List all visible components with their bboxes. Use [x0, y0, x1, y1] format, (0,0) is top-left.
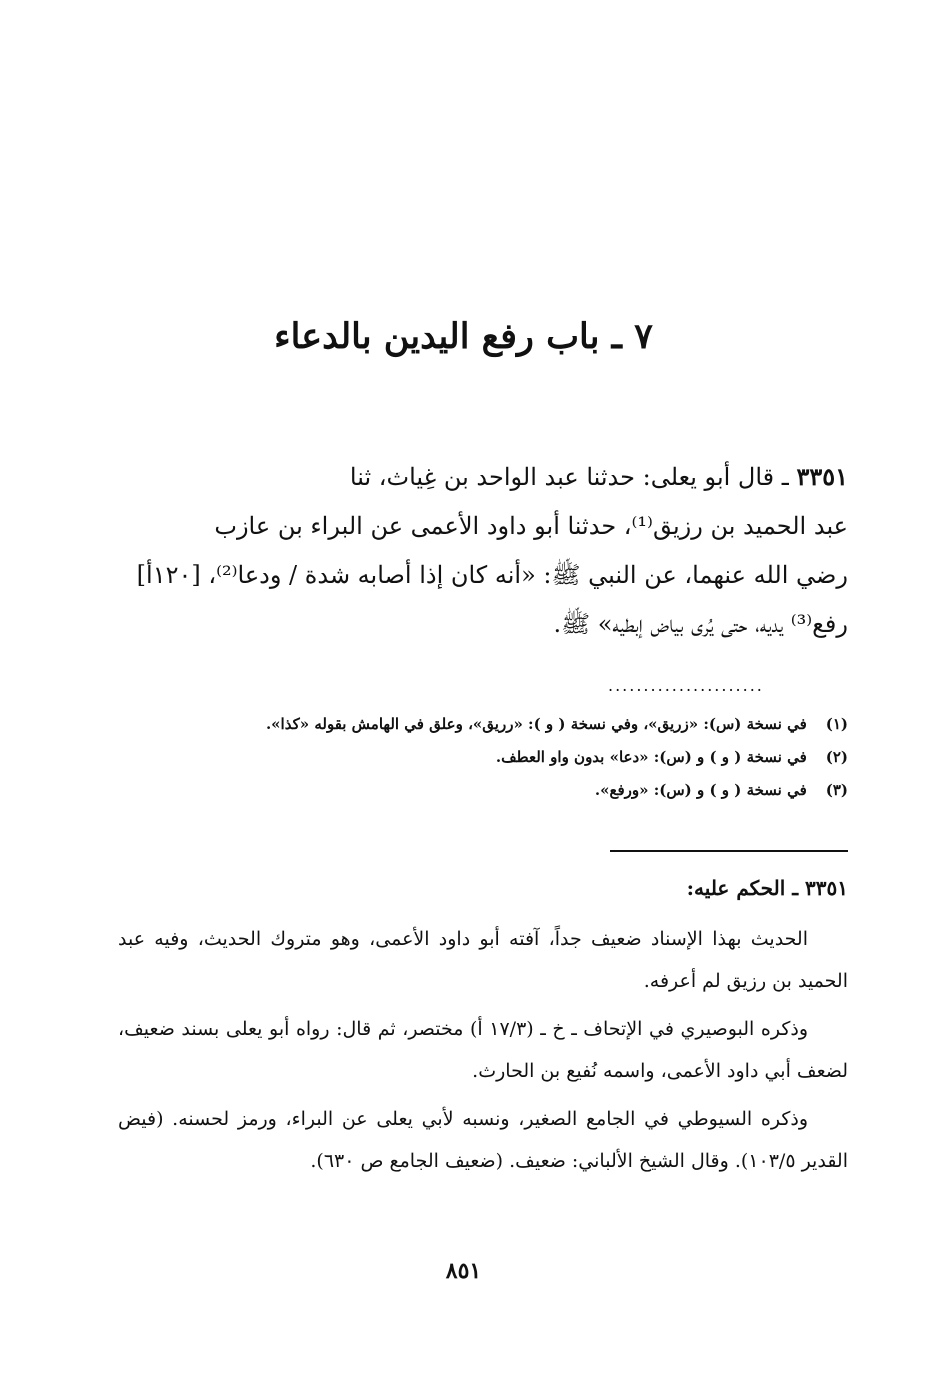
- hadith-number: ٣٣٥١: [796, 462, 848, 491]
- ruling-paragraph-1: [118, 918, 848, 1002]
- hadith-line-4: رفع⁽³⁾ يديه، حتى يُرى بياض إبطيه» ﷺ.: [553, 610, 848, 638]
- hadith-text: [68, 452, 848, 649]
- footnote-text: في نسخة ( و ) و (س): «دعا» بدون واو العطف.: [495, 748, 807, 766]
- footnote-3: [180, 774, 848, 807]
- footnote-separator: ......................: [608, 676, 764, 695]
- ruling-paragraph-text: الحديث بهذا الإسناد ضعيف جداً، آفته أبو داود الأعمى، وهو متروك الحديث، وفيه عبد الحميد بن رزيق لم أعرفه.: [118, 928, 848, 992]
- footnote-number: (١): [825, 715, 848, 733]
- footnote-2: [180, 741, 848, 774]
- chapter-title: ٧ ـ باب رفع اليدين بالدعاء: [274, 316, 653, 357]
- footnote-number: (٢): [825, 748, 848, 766]
- ruling-heading: ٣٣٥١ ـ الحكم عليه:: [686, 876, 848, 900]
- footnote-text: في نسخة ( و ) و (س): «ورفع».: [594, 781, 807, 799]
- hadith-line-1: [68, 452, 848, 502]
- footnote-text: في نسخة (س): «زريق»، وفي نسخة ( و ): «رريق»، وعلق في الهامش بقوله «كذا».: [265, 715, 807, 733]
- hadith-line-3: رضي الله عنهما، عن النبي ﷺ: «أنه كان إذا أصابه شدة / ودعا⁽²⁾، [١٢٠أ]: [136, 561, 848, 589]
- page-number: ٨٥١: [445, 1258, 482, 1284]
- ruling-paragraph-2: [118, 1008, 848, 1092]
- section-divider: [610, 850, 848, 852]
- hadith-line-2: عبد الحميد بن رزيق⁽¹⁾، حدثنا أبو داود الأعمى عن البراء بن عازب: [214, 512, 848, 540]
- ruling-paragraph-text: وذكره البوصيري في الإتحاف ـ خ ـ (١٧/٣ أ) مختصر، ثم قال: رواه أبو يعلى بسند ضعيف، لضعف أبي داود الأعمى، واسمه نُفيع بن الحارث.: [118, 1018, 848, 1082]
- footnotes: [180, 708, 848, 807]
- footnote-number: (٣): [825, 781, 848, 799]
- ruling-paragraph-3: [118, 1098, 848, 1182]
- ruling-body: [118, 918, 848, 1188]
- footnote-1: [180, 708, 848, 741]
- ruling-paragraph-text: وذكره السيوطي في الجامع الصغير، ونسبه لأبي يعلى عن البراء، ورمز لحسنه. (فيض القدير ١٠٣/٥). وقال الشيخ الألباني: ضعيف. (ضعيف الجامع ص ٦٣٠).: [118, 1108, 848, 1172]
- hadith-line-1-text: ـ قال أبو يعلى: حدثنا عبد الواحد بن غِياث، ثنا: [349, 463, 789, 491]
